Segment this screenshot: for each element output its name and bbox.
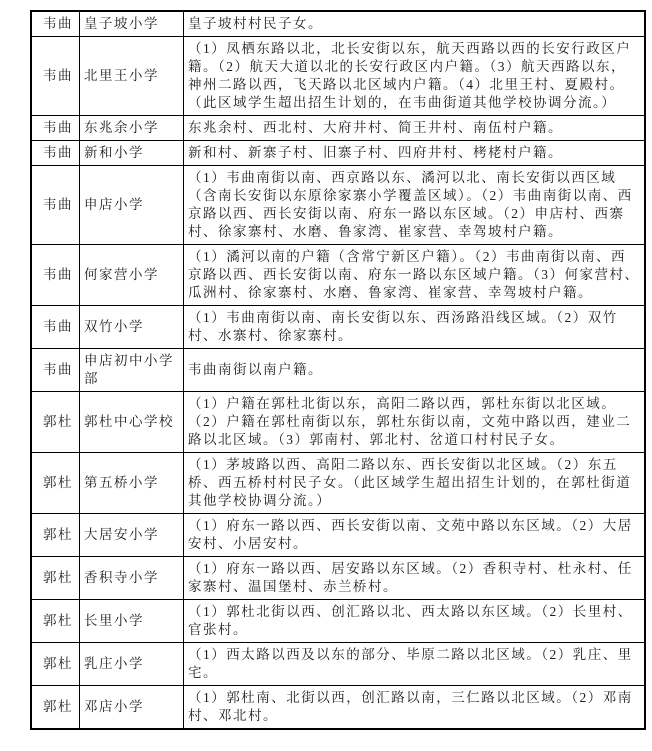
district-cell: 郭杜 [31,557,80,600]
area-description-cell: （1）郭杜北街以西、创汇路以北、西太路以东区域。（2）长里村、官张村。 [184,600,646,643]
area-description-cell: （1）潏河以南的户籍（含常宁新区户籍）。（2）韦曲南街以南、西京路以西、西长安街以南、府东一路以东区域户籍。（3）何家营村、瓜洲村、徐家寨村、水磨、鲁家湾、崔家营、幸驾坡村户籍。 [184,245,646,306]
school-name-cell: 双竹小学 [80,306,184,349]
area-description-cell: 皇子坡村村民子女。 [184,11,646,37]
area-description-cell: （1）西太路以西及以东的部分、毕原二路以北区域。（2）乳庄、里宅。 [184,643,646,686]
table-row [31,166,645,245]
area-description-cell: （1）韦曲南街以南、西京路以东、潏河以北、南长安街以西区域（含南长安街以东原徐家寨小学覆盖区域）。（2）韦曲南街以南、西京路以西、西长安街以南、府东一路以东区域。（2）申店村、西寨村、徐家寨村、水磨、鲁家湾、崔家营、幸驾坡村户籍。 [184,166,646,245]
school-name-cell: 申店初中小学部 [80,349,184,392]
district-cell: 韦曲 [31,141,80,166]
district-cell: 韦曲 [31,245,80,306]
area-description-cell: （1）户籍在郭杜北街以东，高阳二路以西，郭杜东街以北区域。（2）户籍在郭杜南街以东，郭杜东街以南，文苑中路以西，建业二路以北区域。（3）郭南村、郭北村、岔道口村村民子女。 [184,392,646,453]
table-row [31,245,645,306]
area-description-cell: （1）郭杜南、北街以西，创汇路以南，三仁路以北区域。（2）邓南村、邓北村。 [184,686,646,730]
school-name-cell: 香积寺小学 [80,557,184,600]
district-cell: 郭杜 [31,453,80,514]
district-cell: 郭杜 [31,686,80,730]
table-row [31,392,645,453]
table-row [31,686,645,730]
table-row [31,37,645,116]
area-description-cell: 新和村、新寨子村、旧寨子村、四府井村、栲栳村户籍。 [184,141,646,166]
table-row [31,116,645,141]
school-name-cell: 大居安小学 [80,514,184,557]
school-name-cell: 长里小学 [80,600,184,643]
table-row [31,306,645,349]
table-row [31,453,645,514]
district-cell: 韦曲 [31,349,80,392]
district-cell: 韦曲 [31,11,80,37]
district-cell: 韦曲 [31,306,80,349]
school-name-cell: 邓店小学 [80,686,184,730]
table-row [31,643,645,686]
school-name-cell: 皇子坡小学 [80,11,184,37]
school-name-cell: 乳庄小学 [80,643,184,686]
school-district-table [30,10,646,730]
table-row [31,349,645,392]
school-name-cell: 申店小学 [80,166,184,245]
district-cell: 郭杜 [31,643,80,686]
school-name-cell: 东兆余小学 [80,116,184,141]
district-cell: 郭杜 [31,392,80,453]
area-description-cell: 东兆余村、西北村、大府井村、简王井村、南伍村户籍。 [184,116,646,141]
table-row [31,514,645,557]
area-description-cell: （1）府东一路以西、居安路以东区域。（2）香积寺村、杜永村、任家寨村、温国堡村、赤兰桥村。 [184,557,646,600]
area-description-cell: （1）府东一路以西、西长安街以南、文苑中路以东区域。（2）大居安村、小居安村。 [184,514,646,557]
area-description-cell: （1）茅坡路以西、高阳二路以东、西长安街以北区域。（2）东五桥、西五桥村村民子女。（此区域学生超出招生计划的，在郭杜街道其他学校协调分流。） [184,453,646,514]
district-cell: 郭杜 [31,514,80,557]
table-row [31,600,645,643]
area-description-cell: （1）凤栖东路以北，北长安街以东，航天西路以西的长安行政区户籍。（2）航天大道以北的长安行政区内户籍。（3）航天西路以东，神州二路以西，飞天路以北区域内户籍。（4）北里王村、夏殿村。（此区域学生超出招生计划的，在韦曲街道其他学校协调分流。） [184,37,646,116]
school-name-cell: 郭杜中心学校 [80,392,184,453]
table-row [31,141,645,166]
table-row [31,11,645,37]
table-body [31,11,645,729]
school-name-cell: 北里王小学 [80,37,184,116]
district-cell: 郭杜 [31,600,80,643]
area-description-cell: 韦曲南街以南户籍。 [184,349,646,392]
district-cell: 韦曲 [31,116,80,141]
school-name-cell: 何家营小学 [80,245,184,306]
school-name-cell: 第五桥小学 [80,453,184,514]
area-description-cell: （1）韦曲南街以南、南长安街以东、西汤路沿线区域。（2）双竹村、水寨村、徐家寨村。 [184,306,646,349]
table-row [31,557,645,600]
district-cell: 韦曲 [31,166,80,245]
district-cell: 韦曲 [31,37,80,116]
school-name-cell: 新和小学 [80,141,184,166]
